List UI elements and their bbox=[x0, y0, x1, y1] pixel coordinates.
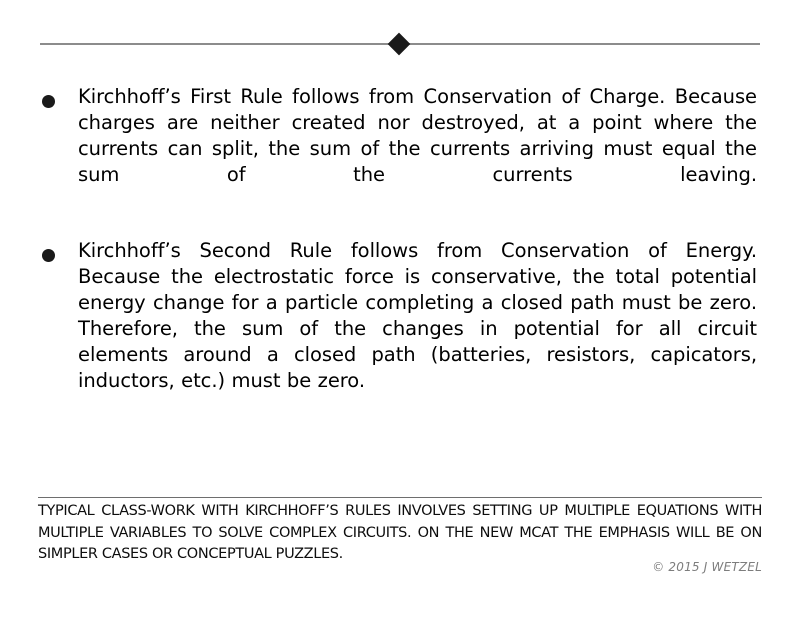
diamond-ornament-icon bbox=[388, 33, 411, 56]
bullet-item-second-rule bbox=[0, 238, 800, 394]
bullet-text-second-rule: Kirchhoff’s Second Rule follows from Conservation of Energy. Because the electrostatic force is conservative, the total potential energy change for a particle completing a closed path must be zero. Therefore, the sum of the changes in potential for all circuit elements around a closed path (batteries, resistors, capicators, inductors, etc.) must be zero. bbox=[78, 239, 757, 392]
filled-circle-bullet-icon bbox=[42, 249, 55, 262]
footer-divider-rule bbox=[38, 497, 762, 498]
filled-circle-bullet-icon bbox=[42, 95, 55, 108]
bullet-text-first-rule: Kirchhoff’s First Rule follows from Conservation of Charge. Because charges are neither created nor destroyed, at a point where the currents can split, the sum of the currents arriving must equal the sum of the currents leaving. bbox=[78, 85, 757, 186]
bullet-item-first-rule bbox=[0, 84, 800, 188]
slide-body bbox=[0, 84, 800, 434]
footer-note: TYPICAL CLASS-WORK WITH KIRCHHOFF’S RULES INVOLVES SETTING UP MULTIPLE EQUATIONS WITH MULTIPLE VARIABLES TO SOLVE COMPLEX CIRCUITS. ON THE NEW MCAT THE EMPHASIS WILL BE ON SIMPLER CASES OR CONCEPTUAL PUZZLES. bbox=[38, 503, 762, 562]
copyright-notice: © 2015 J WETZEL bbox=[652, 560, 762, 574]
